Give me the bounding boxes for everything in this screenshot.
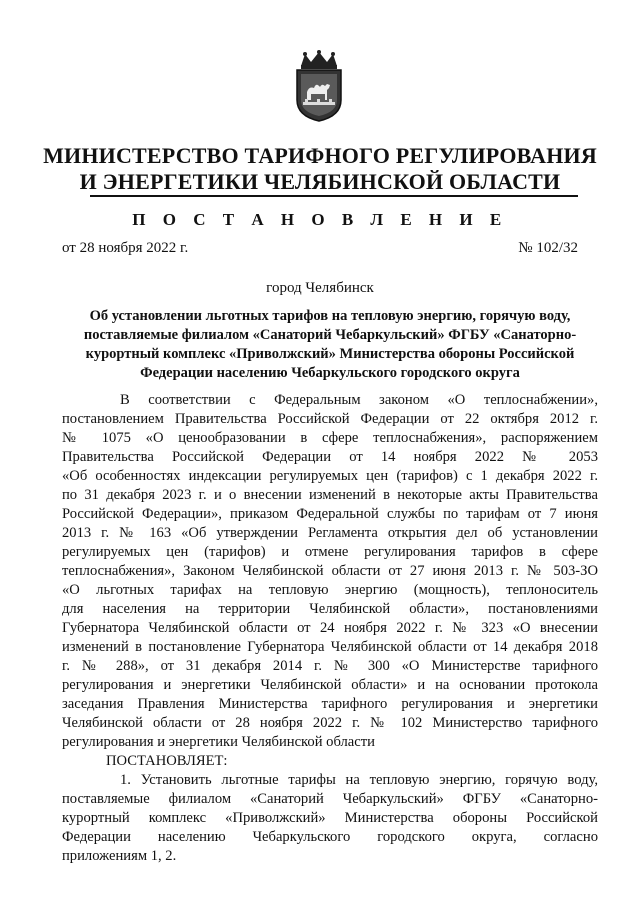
body-line: г. № 288», от 31 декабря 2014 г. № 300 «О Министерстве тарифного bbox=[62, 658, 598, 674]
item-1-line: курортный комплекс «Приволжский» Министерства обороны Российской bbox=[62, 810, 598, 826]
item-1-line: приложениям 1, 2. bbox=[62, 848, 177, 864]
body-line: № 1075 «О ценообразовании в сфере теплоснабжения», распоряжением bbox=[62, 430, 598, 446]
document-date: от 28 ноября 2022 г. bbox=[62, 240, 189, 256]
document-city: город Челябинск bbox=[266, 280, 374, 296]
body-line: по 31 декабря 2023 г. и о внесении изменений в некоторые акты Правительства bbox=[62, 487, 598, 503]
item-1-line: 1. Установить льготные тарифы на тепловую энергию, горячую воду, bbox=[120, 772, 598, 788]
body-line: Челябинской области от 28 ноября 2022 г. № 102 Министерство тарифного bbox=[62, 715, 598, 731]
body-line: Правительства Российской Федерации от 14 ноября 2022 № 2053 bbox=[62, 449, 598, 465]
ministry-line-1: МИНИСТЕРСТВО ТАРИФНОГО РЕГУЛИРОВАНИЯ bbox=[43, 143, 597, 168]
body-line: регулирования и энергетики Челябинской области» и на основании протокола bbox=[62, 677, 598, 693]
resolve-heading: ПОСТАНОВЛЯЕТ: bbox=[106, 753, 228, 769]
body-line: Губернатора Челябинской области от 24 ноября 2022 г. № 323 «О внесении bbox=[62, 620, 598, 636]
body-line: теплоснабжения», Законом Челябинской области от 27 июня 2013 г. № 503-ЗО bbox=[62, 563, 598, 579]
ministry-line-2: И ЭНЕРГЕТИКИ ЧЕЛЯБИНСКОЙ ОБЛАСТИ bbox=[79, 169, 561, 194]
document-number: № 102/32 bbox=[518, 240, 578, 256]
body-line: «Об особенностях индексации регулируемых цен (тарифов) с 1 декабря 2022 г. bbox=[62, 468, 598, 484]
document-body bbox=[62, 391, 598, 866]
ministry-name bbox=[40, 143, 600, 195]
body-line: заседания Правления Министерства тарифного регулирования и энергетики bbox=[62, 696, 598, 712]
document-title bbox=[62, 307, 598, 383]
title-line: поставляемые филиалом «Санаторий Чебаркульский» ФГБУ «Санаторно- bbox=[83, 327, 577, 343]
title-line: Об установлении льготных тарифов на тепловую энергию, горячую воду, bbox=[89, 308, 571, 324]
body-line: В соответствии с Федеральным законом «О теплоснабжении», bbox=[120, 392, 598, 408]
header-divider bbox=[90, 195, 578, 197]
document-type: П О С Т А Н О В Л Е Н И Е bbox=[132, 210, 508, 229]
body-line: постановлением Правительства Российской Федерации от 22 октября 2012 г. bbox=[62, 411, 598, 427]
body-line: регулируемых цен (тарифов) и отмене регулирования тарифов в сфере bbox=[62, 544, 598, 560]
body-line: «О льготных тарифах на тепловую энергию (мощность), теплоноситель bbox=[62, 582, 598, 598]
coat-of-arms-icon bbox=[289, 50, 349, 122]
item-1-line: поставляемые филиалом «Санаторий Чебаркульский» ФГБУ «Санаторно- bbox=[62, 791, 598, 807]
body-line: Российской Федерации», приказом Федеральной службы по тарифам от 7 июня bbox=[62, 506, 598, 522]
title-line: Федерации населению Чебаркульского городского округа bbox=[140, 365, 520, 381]
body-line: изменений в постановление Губернатора Челябинской области от 14 декабря 2018 bbox=[62, 639, 598, 655]
body-line: для населения на территории Челябинской области», постановлениями bbox=[62, 601, 598, 617]
item-1-line: Федерации населению Чебаркульского городского округа, согласно bbox=[62, 829, 598, 845]
title-line: курортный комплекс «Приволжский» Министерства обороны Российской bbox=[85, 346, 575, 362]
body-line: 2013 г. № 163 «Об утверждении Регламента открытия дел об установлении bbox=[62, 525, 598, 541]
body-line: регулирования и энергетики Челябинской области bbox=[62, 734, 375, 750]
